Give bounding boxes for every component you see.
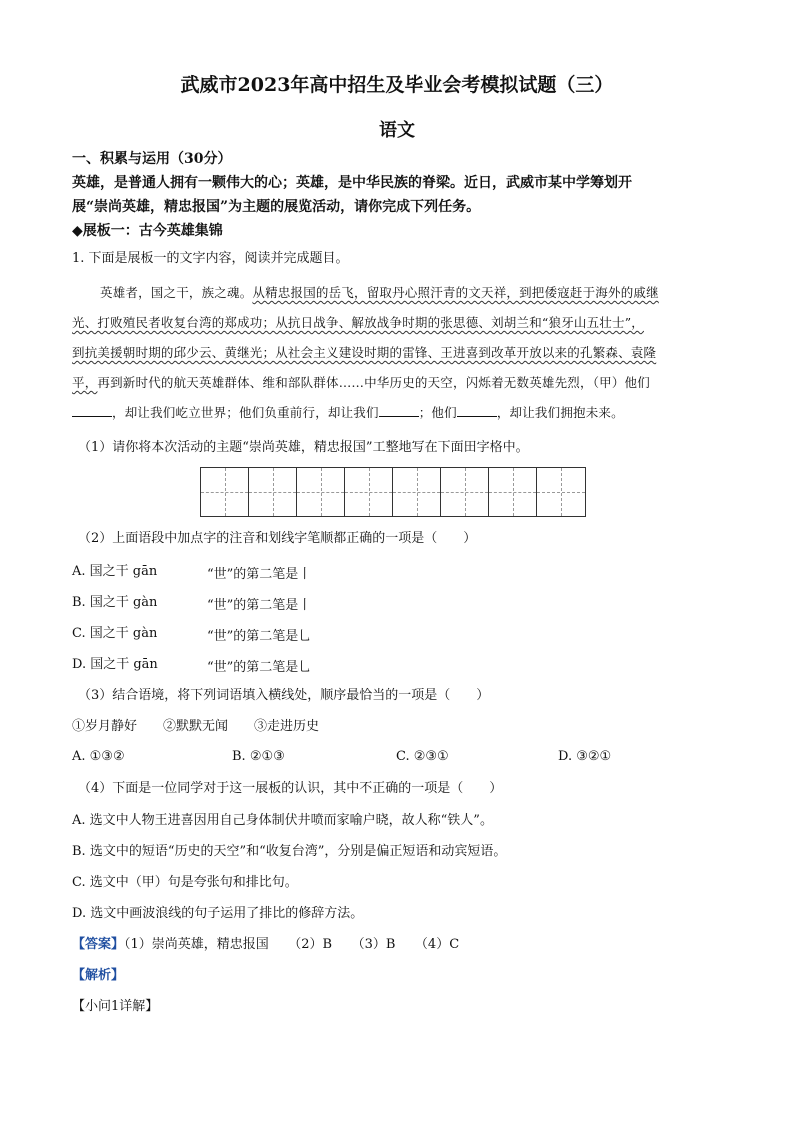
exam-title: 武威市2023年高中招生及毕业会考模拟试题（三） — [180, 74, 614, 96]
option-pinyin: B. 国之干 gàn — [72, 595, 158, 610]
option-3c[interactable]: C. ②③① — [396, 749, 449, 764]
sub-question-1: （1）请你将本次活动的主题“崇尚英雄，精忠报国”工整地写在下面田字格中。 — [78, 440, 529, 455]
passage-line-4 — [72, 374, 650, 392]
grid-cell[interactable] — [441, 468, 489, 516]
subject-title: 语文 — [379, 120, 415, 141]
detail-heading: 【小问1详解】 — [72, 999, 159, 1014]
passage-wavy-text: 光、打败殖民者收复台湾的郑成功；从抗日战争、解放战争时期的张思德、刘胡兰和“狼牙山五壮士”， — [72, 315, 644, 330]
grid-cell[interactable] — [393, 468, 441, 516]
sub-question-3: （3）结合语境，将下列词语填入横线处，顺序最恰当的一项是（ ） — [78, 688, 490, 703]
grid-cell[interactable] — [201, 468, 249, 516]
fill-blank[interactable] — [72, 404, 112, 417]
option-stroke: “世”的第二笔是丨 — [207, 598, 312, 613]
option-2c[interactable] — [72, 625, 157, 643]
passage-text: ；他们 — [418, 405, 457, 420]
grid-cell[interactable] — [249, 468, 297, 516]
fill-blank[interactable] — [457, 404, 497, 417]
passage-text: ，却让我们拥抱未来。 — [496, 405, 624, 420]
option-3b[interactable]: B. ②①③ — [232, 749, 285, 764]
option-4d[interactable]: D. 选文中画波浪线的句子运用了排比的修辞方法。 — [72, 906, 364, 921]
passage-text: ，却让我们屹立世界；他们负重前行，却让我们 — [112, 405, 379, 420]
answer-tag: 【答案】 — [72, 937, 125, 952]
grid-cell[interactable] — [297, 468, 345, 516]
option-pinyin: C. 国之干 gàn — [72, 626, 158, 641]
grid-cell[interactable] — [489, 468, 537, 516]
passage-line-1 — [100, 284, 659, 302]
option-2a[interactable] — [72, 563, 157, 581]
option-stroke: “世”的第二笔是乚 — [207, 660, 312, 675]
passage-wavy-text: 平， — [72, 375, 98, 390]
word-list: ①岁月静好 ②默默无闻 ③走进历史 — [72, 719, 320, 734]
question-1-prompt: 1. 下面是展板一的文字内容，阅读并完成题目。 — [72, 251, 349, 266]
option-3a[interactable]: A. ①③② — [72, 749, 125, 764]
option-3d[interactable]: D. ③②① — [558, 749, 612, 764]
option-4c[interactable]: C. 选文中（甲）句是夸张句和排比句。 — [72, 875, 298, 890]
passage-line-2 — [72, 314, 644, 332]
section-heading: 一、积累与运用（30分） — [72, 151, 232, 167]
tianzige-grid[interactable] — [200, 467, 586, 517]
intro-line-2: 展“崇尚英雄，精忠报国”为主题的展览活动，请你完成下列任务。 — [72, 199, 481, 215]
passage-wavy-text: 到抗美援朝时期的邱少云、黄继光；从社会主义建设时期的雷锋、王进喜到改革开放以来的孔繁森、袁隆 — [72, 345, 657, 360]
option-pinyin: A. 国之干 gān — [72, 564, 158, 579]
sub-question-2: （2）上面语段中加点字的注音和划线字笔顺都正确的一项是（ ） — [78, 531, 477, 546]
option-4a[interactable]: A. 选文中人物王进喜因用自己身体制伏井喷而家喻户晓，故人称“铁人”。 — [72, 813, 493, 828]
option-4b[interactable]: B. 选文中的短语“历史的天空”和“收复台湾”，分别是偏正短语和动宾短语。 — [72, 844, 507, 859]
answer-text: （1）崇尚英雄，精忠报国 （2）B （3）B （4）C — [124, 937, 460, 952]
board-heading: ◆展板一：古今英雄集锦 — [72, 223, 223, 239]
sub-question-4: （4）下面是一位同学对于这一展板的认识，其中不正确的一项是（ ） — [78, 781, 503, 796]
fill-blank[interactable] — [379, 404, 419, 417]
option-stroke: “世”的第二笔是乚 — [207, 629, 312, 644]
answer-line — [72, 936, 459, 954]
option-2d[interactable] — [72, 656, 158, 674]
analysis-tag: 【解析】 — [72, 968, 125, 983]
passage-text: 英雄者，国之干，族之魂。 — [100, 285, 253, 300]
grid-cell[interactable] — [345, 468, 393, 516]
option-stroke: “世”的第二笔是丨 — [207, 567, 312, 582]
passage-wavy-text: 从精忠报国的岳飞，留取丹心照汗青的文天祥，到把倭寇赶于海外的戚继 — [252, 285, 659, 300]
intro-line-1: 英雄，是普通人拥有一颗伟大的心；英雄，是中华民族的脊梁。近日，武威市某中学筹划开 — [72, 175, 632, 191]
passage-line-5 — [72, 404, 624, 422]
grid-cell[interactable] — [537, 468, 585, 516]
passage-text: 再到新时代的航天英雄群体、维和部队群体……中华历史的天空，闪烁着无数英雄先烈，（甲）他们 — [97, 375, 650, 390]
passage-line-3 — [72, 344, 656, 362]
option-pinyin: D. 国之干 gān — [72, 657, 158, 672]
option-2b[interactable] — [72, 594, 157, 612]
